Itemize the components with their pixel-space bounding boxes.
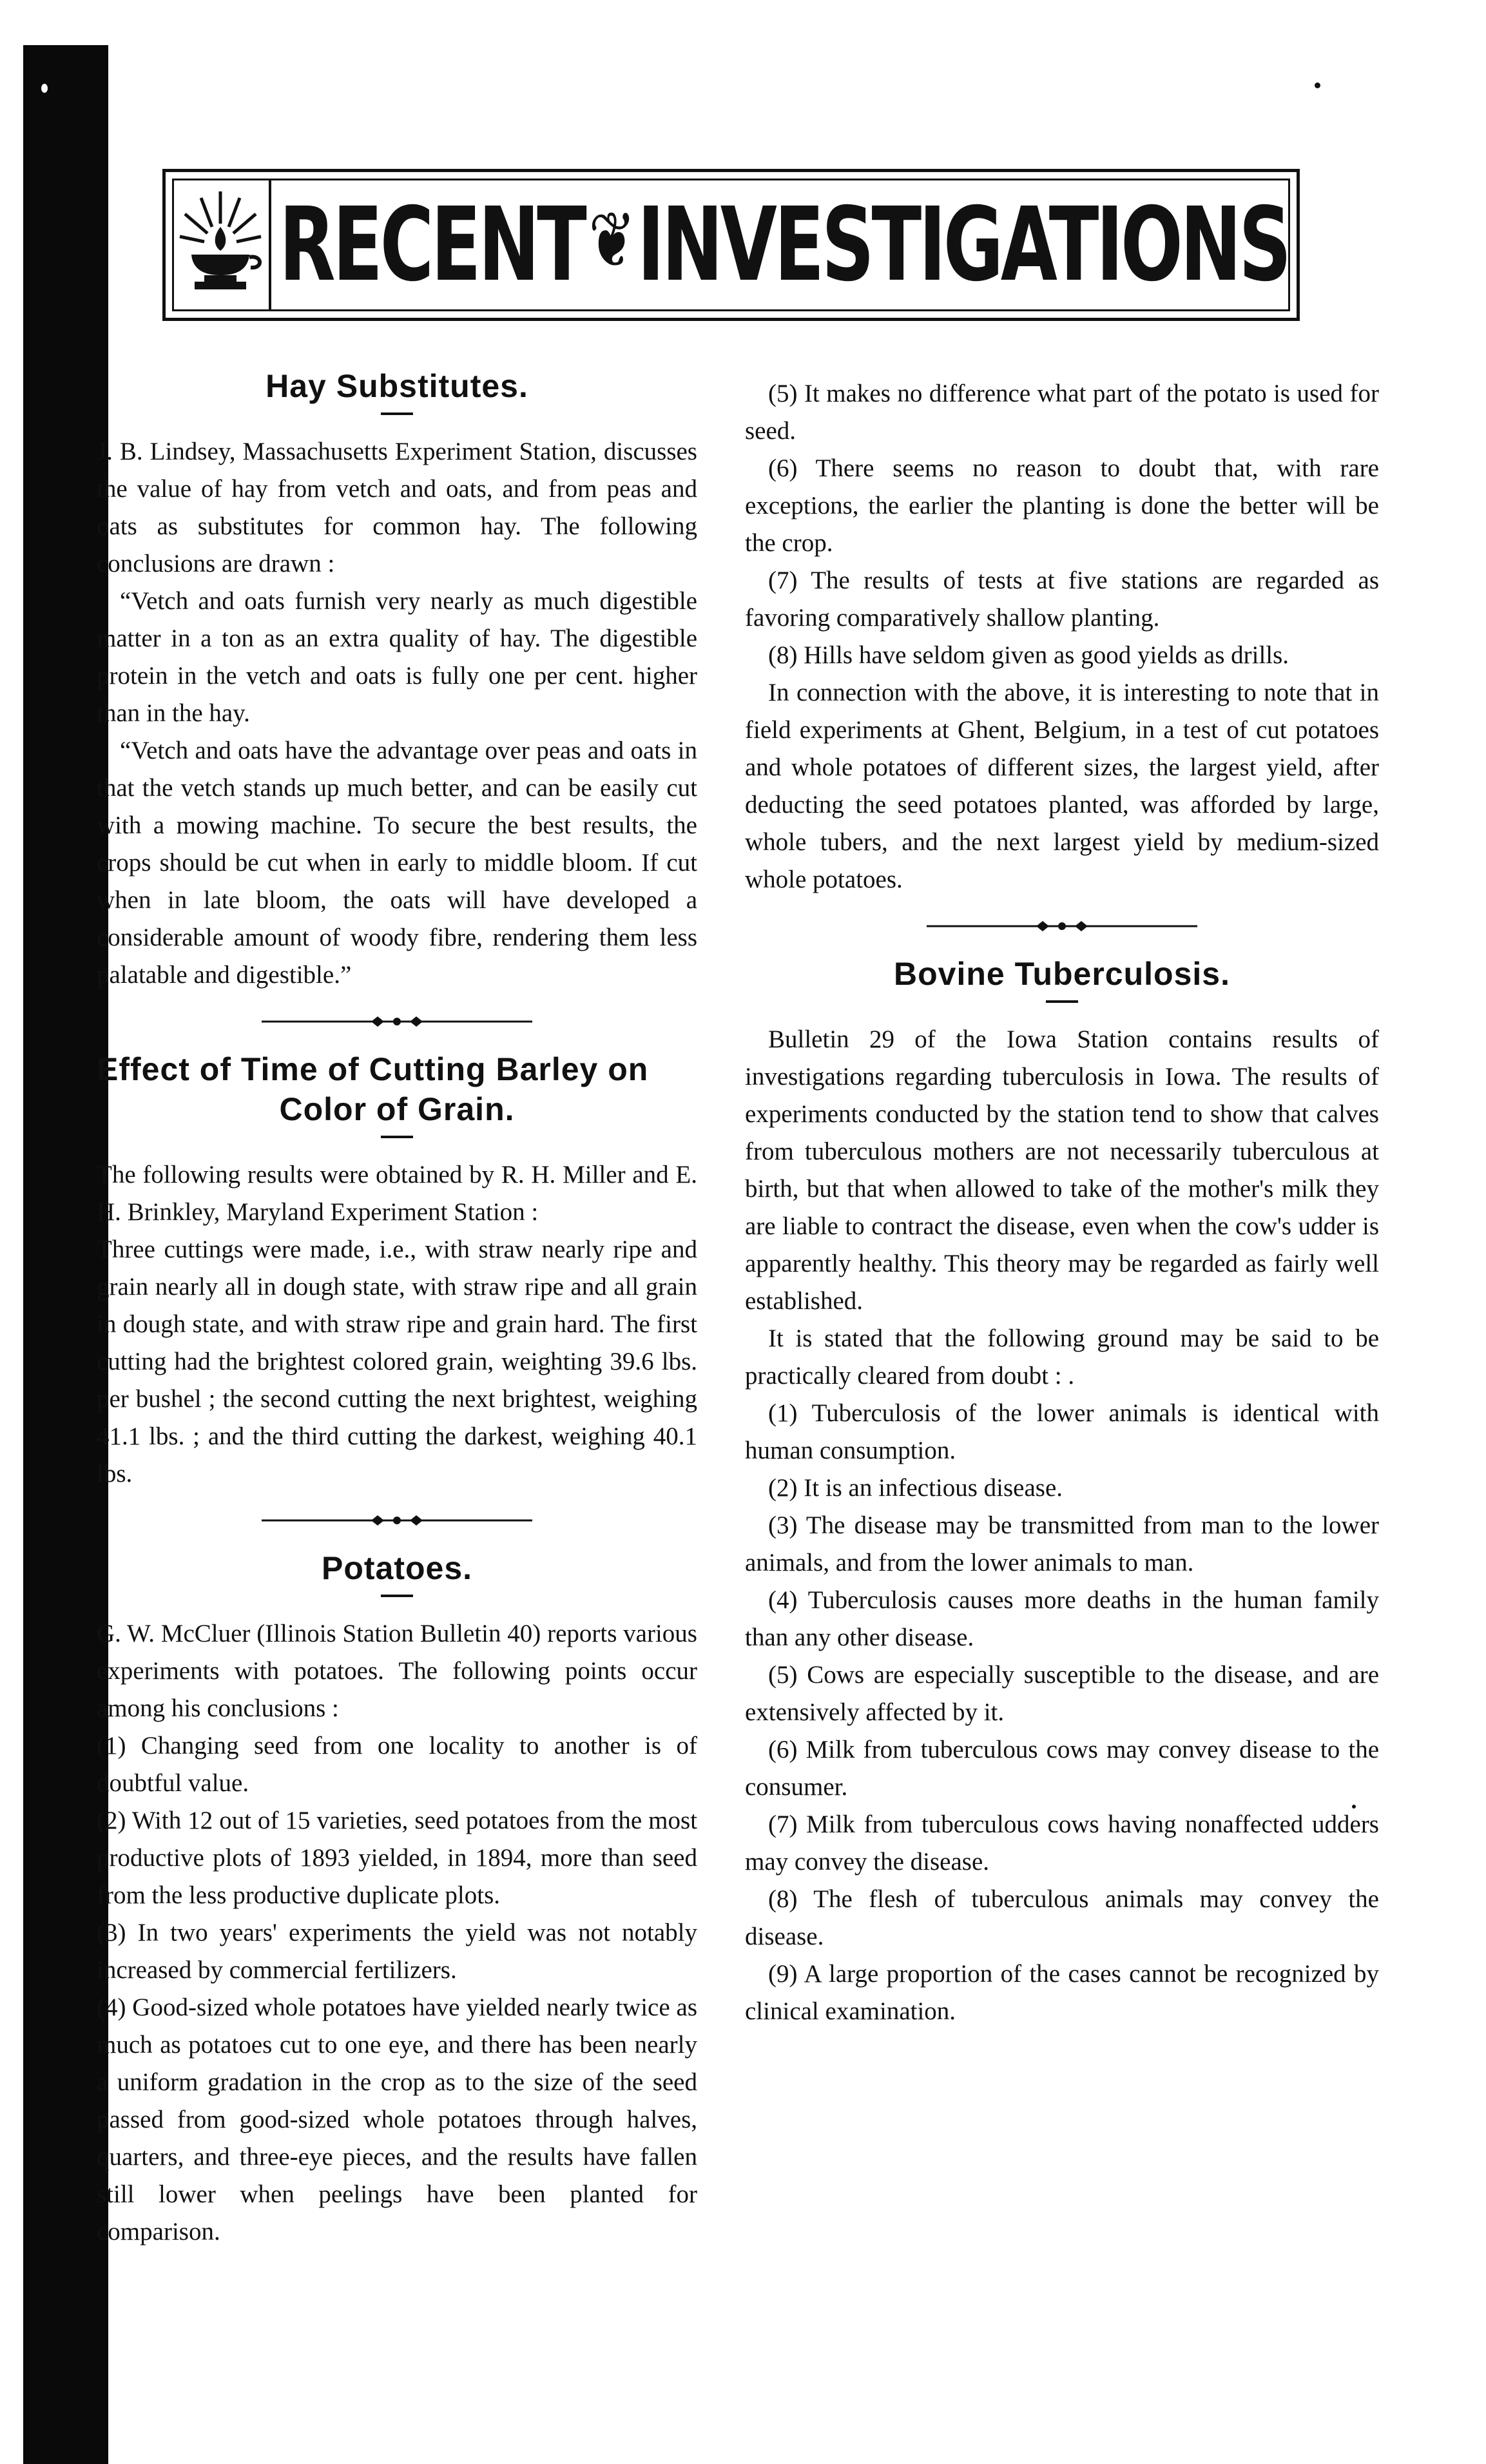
potatoes-paragraph: G. W. McCluer (Illinois Station Bulletin 40) reports various experiments with potatoes. The following points occur among his conclusions : xyxy=(97,1620,697,1722)
bovine-paragraph: (2) It is an infectious disease. xyxy=(768,1474,1063,1502)
hay-paragraph: “Vetch and oats furnish very nearly as much digestible matter in a ton as an extra quality of hay. The digestible protein in the vetch and oats is fully one per cent. higher than in the hay. xyxy=(97,587,697,727)
bovine-paragraph: Bulletin 29 of the Iowa Station contains results of investigations regarding tuberculosis in Iowa. The results of experiments conducted by the station tend to show that calves from tuberculous mothers are not necessarily tuberculous at birth, but that when allowed to take of the mother's milk they are liable to contract the disease, even when the cow's udder is apparently healthy. This theory may be regarded as fairly well established. xyxy=(745,1025,1379,1315)
divider-ornament-icon xyxy=(262,1012,532,1031)
hay-paragraph: “Vetch and oats have the advantage over peas and oats in that the vetch stands up much better, and can be easily cut with a mowing machine. To secure the best results, the crops should be cut when in early to middle bloom. If cut when in late bloom, the oats will have developed a considerable amount of woody fibre, rendering them less palatable and digestible.” xyxy=(97,737,697,989)
potatoes-heading: Potatoes. xyxy=(321,1550,473,1586)
barley-paragraph: The following results were obtained by R. H. Miller and E. H. Brinkley, Maryland Experiment Station : xyxy=(97,1161,697,1226)
right-column xyxy=(745,375,1379,2030)
bovine-paragraph: (9) A large proportion of the cases cannot be recognized by clinical examination. xyxy=(745,1960,1379,2025)
fleuron-icon: ❦ xyxy=(588,196,633,286)
masthead-title-left: RECENT xyxy=(279,186,584,304)
bovine-heading: Bovine Tuberculosis. xyxy=(894,956,1230,992)
left-column xyxy=(97,335,697,2251)
potatoes-paragraph: (3) In two years' experiments the yield was not notably increased by commercial fertilizers. xyxy=(97,1919,697,1984)
potatoes-paragraph: (2) With 12 out of 15 varieties, seed potatoes from the most productive plots of 1893 yielded, in 1894, more than seed from the less productive duplicate plots. xyxy=(97,1807,697,1909)
lamp-icon xyxy=(172,179,269,301)
bovine-paragraph: (4) Tuberculosis causes more deaths in the human family than any other disease. xyxy=(745,1586,1379,1651)
bovine-paragraph: It is stated that the following ground may be said to be practically cleared from doubt : . xyxy=(745,1324,1379,1390)
binding-edge xyxy=(23,45,108,2464)
heading-dash xyxy=(381,412,413,415)
section-divider xyxy=(927,917,1197,936)
lamp-emblem xyxy=(172,179,271,311)
heading-dash xyxy=(1046,1000,1078,1003)
masthead-title-right: INVESTIGATIONS xyxy=(637,186,1289,304)
bovine-paragraph: (7) Milk from tuberculous cows having nonaffected udders may convey the disease. xyxy=(745,1810,1379,1876)
hay-paragraph: J. B. Lindsey, Massachusetts Experiment Station, discusses the value of hay from vetch and oats, and from peas and oats as substitutes for common hay. The following conclusions are drawn : xyxy=(97,438,697,577)
bovine-paragraph: (6) Milk from tuberculous cows may convey disease to the consumer. xyxy=(745,1736,1379,1801)
masthead-title xyxy=(279,172,1289,318)
binding-hole xyxy=(41,84,48,93)
heading-dash xyxy=(381,1136,413,1138)
barley-heading-line1: Effect of Time of Cutting Barley on xyxy=(97,1051,649,1087)
potatoes-paragraph: (4) Good-sized whole potatoes have yielded nearly twice as much as potatoes cut to one eye, and there has been nearly a uniform gradation in the crop as to the size of the seed passed from good-sized whole potatoes through halves, quarters, and three-eye pieces, and the results have fallen still lower when peelings have been planted for comparison. xyxy=(97,1994,697,2246)
potatoes-paragraph: In connection with the above, it is interesting to note that in field experiments at Ghent, Belgium, in a test of cut potatoes and whole potatoes of different sizes, the largest yield, after deducting the seed potatoes planted, was afforded by large, whole tubers, and the next largest yield by medium-sized whole potatoes. xyxy=(745,679,1379,893)
bovine-paragraph: (1) Tuberculosis of the lower animals is identical with human consumption. xyxy=(745,1399,1379,1464)
ink-speck xyxy=(1315,82,1320,88)
potatoes-paragraph: (1) Changing seed from one locality to another is of doubtful value. xyxy=(97,1732,697,1797)
section-divider xyxy=(262,1511,532,1530)
bovine-paragraph: (5) Cows are especially susceptible to the disease, and are extensively affected by it. xyxy=(745,1661,1379,1726)
hay-heading: Hay Substitutes. xyxy=(265,368,528,404)
potatoes-paragraph: (7) The results of tests at five stations are regarded as favoring comparatively shallow planting. xyxy=(745,567,1379,632)
masthead-banner xyxy=(162,169,1300,321)
section-divider xyxy=(262,1012,532,1031)
divider-ornament-icon xyxy=(927,917,1197,936)
bovine-paragraph: (3) The disease may be transmitted from man to the lower animals, and from the lower animals to man. xyxy=(745,1511,1379,1576)
barley-paragraph: Three cuttings were made, i.e., with straw nearly ripe and grain nearly all in dough state, with straw ripe and all grain in dough state, and with straw ripe and grain hard. The first cutting had the brightest colored grain, weighting 39.6 lbs. per bushel ; the second cutting the next brightest, weighing 41.1 lbs. ; and the third cutting the darkest, weighing 40.1 lbs. xyxy=(97,1236,697,1488)
potatoes-paragraph: (8) Hills have seldom given as good yields as drills. xyxy=(768,641,1289,669)
divider-ornament-icon xyxy=(262,1511,532,1530)
bovine-paragraph: (8) The flesh of tuberculous animals may convey the disease. xyxy=(745,1885,1379,1950)
potatoes-paragraph: (5) It makes no difference what part of the potato is used for seed. xyxy=(745,380,1379,445)
potatoes-paragraph: (6) There seems no reason to doubt that, with rare exceptions, the earlier the planting is done the better will be the crop. xyxy=(745,454,1379,557)
heading-dash xyxy=(381,1595,413,1597)
barley-heading-line2: Color of Grain. xyxy=(279,1091,515,1127)
